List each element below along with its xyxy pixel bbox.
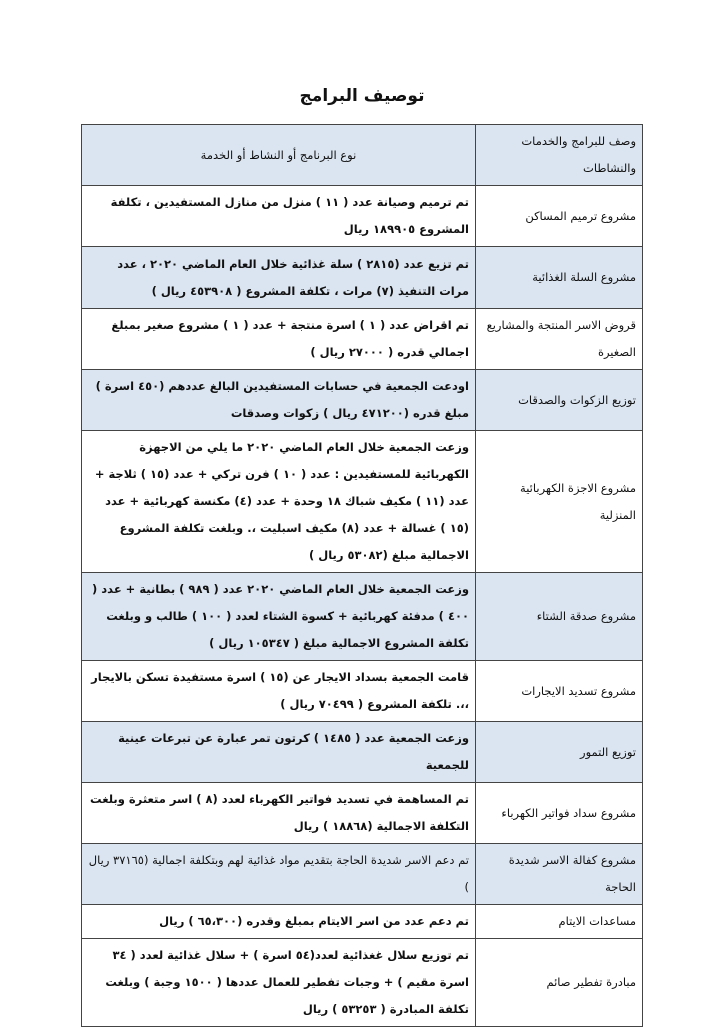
program-description: تم اقراض عدد ( ١ ) اسرة منتجة + عدد ( ١ ) مشروع صغير بمبلغ اجمالي قدره ( ٢٧٠٠٠ ريال ) (82, 309, 476, 370)
table-row (82, 661, 643, 722)
program-description: وزعت الجمعية عدد ( ١٤٨٥ ) كرتون تمر عبارة عن تبرعات عينية للجمعية (82, 722, 476, 783)
program-description: اودعت الجمعية في حسابات المستفيدين البالغ عددهم (٤٥٠ اسرة ) مبلغ قدره (٤٧١٢٠٠ ريال ) زكوات وصدقات (82, 370, 476, 431)
program-description: تم دعم الاسر شديدة الحاجة بتقديم مواد غذائية لهم وبتكلفة اجمالية (٣٧١٦٥ ريال ) (82, 844, 476, 905)
table-row (82, 247, 643, 309)
table-row (82, 186, 643, 247)
program-description: تم المساهمة في تسديد فواتير الكهرباء لعدد (٨ ) اسر متعثرة وبلغت التكلفة الاجمالية (١٨٨٦٨ ) ريال (82, 783, 476, 844)
table-row (82, 309, 643, 370)
header-type: نوع البرنامج أو النشاط أو الخدمة (82, 125, 476, 186)
table-row (82, 722, 643, 783)
program-description: تم تزيع عدد (٢٨١٥ ) سلة غذائية خلال العام الماضي ٢٠٢٠ ، عدد مرات التنفيذ (٧) مرات ، تكلفة المشروع ( ٤٥٣٩٠٨ ريال ) (82, 247, 476, 309)
program-description: قامت الجمعية بسداد الايجار عن (١٥ ) اسرة مستفيدة تسكن بالايجار ،،. تلكفة المشروع ( ٧٠٤٩٩ ريال ) (82, 661, 476, 722)
program-name: مشروع السلة الغذائية (476, 247, 643, 309)
program-description: تم دعم عدد من اسر الايتام بمبلغ وقدره (٦٥،٣٠٠ ) ريال (82, 905, 476, 939)
page-title: توصيف البرامج (299, 86, 425, 106)
programs-table (81, 124, 643, 1027)
program-description: تم ترميم وصيانة عدد ( ١١ ) منزل من منازل المستفيدين ، تكلفة المشروع ١٨٩٩٠٥ ريال (82, 186, 476, 247)
program-description: تم توزيع سلال غغذائية لعدد(٥٤ اسرة ) + سلال غذائية لعدد ( ٣٤ اسرة مقيم ) + وجبات تفطير للعمال عددها ( ١٥٠٠ وجبة ) وبلغت تكلفة المبادرة ( ٥٣٢٥٣ ) ريال (82, 939, 476, 1027)
table-row (82, 783, 643, 844)
program-name: توزيع الزكوات والصدقات (476, 370, 643, 431)
program-name: مشروع ترميم المساكن (476, 186, 643, 247)
program-name: مبادرة تفطير صائم (476, 939, 643, 1027)
program-description: وزعت الجمعية خلال العام الماضي ٢٠٢٠ ما يلي من الاجهزة الكهربائية للمستفيدين : عدد ( ١٠ ) فرن تركي + عدد (١٥ ) ثلاجة + عدد (١١ ) مكيف شباك ١٨ وحدة + عدد (٤) مكنسة كهربائية + عدد (١٥ ) غسالة + عدد (٨) مكيف اسبليت ،. وبلغت تكلفة المشروع الاجمالية مبلغ (٥٣٠٨٢ ريال ) (82, 431, 476, 573)
table-row (82, 573, 643, 661)
table-row (82, 905, 643, 939)
table-header-row (82, 125, 643, 186)
program-name: مشروع تسديد الايجارات (476, 661, 643, 722)
table-row (82, 370, 643, 431)
program-name: قروض الاسر المنتجة والمشاريع الصغيرة (476, 309, 643, 370)
program-name: مساعدات الايتام (476, 905, 643, 939)
program-name: مشروع صدقة الشتاء (476, 573, 643, 661)
table-row (82, 431, 643, 573)
program-name: مشروع كفالة الاسر شديدة الحاجة (476, 844, 643, 905)
program-name: توزيع التمور (476, 722, 643, 783)
program-name: مشروع سداد فواتير الكهرباء (476, 783, 643, 844)
table-row (82, 939, 643, 1027)
table-row (82, 844, 643, 905)
program-name: مشروع الاجزة الكهربائية المنزلية (476, 431, 643, 573)
program-description: وزعت الجمعية خلال العام الماضي ٢٠٢٠ عدد ( ٩٨٩ ) بطانية + عدد ( ٤٠٠ ) مدفئة كهربائية + كسوة الشتاء لعدد ( ١٠٠ ) طالب و وبلغت تكلفة المشروع الاجمالية مبلغ ( ١٠٥٣٤٧ ريال ) (82, 573, 476, 661)
header-description: وصف للبرامج والخدمات والنشاطات (476, 125, 643, 186)
